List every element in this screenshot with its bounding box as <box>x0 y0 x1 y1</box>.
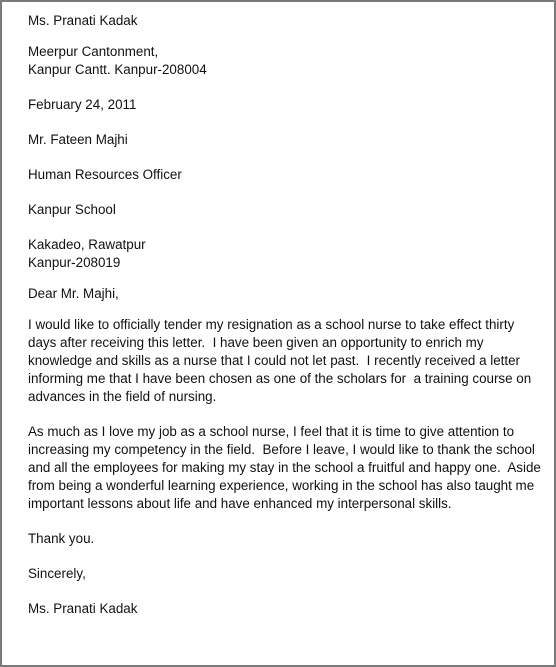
recipient-address-line2: Kanpur-208019 <box>28 255 121 270</box>
body-paragraph-1 <box>28 316 540 406</box>
paragraph-line: advances in the field of nursing. <box>28 389 217 404</box>
letter-date: February 24, 2011 <box>28 97 137 112</box>
recipient-organization: Kanpur School <box>28 202 116 217</box>
paragraph-line: and all the employees for making my stay in the school a fruitful and happy one. Aside <box>28 460 541 475</box>
closing-line: Sincerely, <box>28 566 86 581</box>
paragraph-line: I would like to officially tender my resignation as a school nurse to take effect thirty <box>28 317 515 332</box>
recipient-title: Human Resources Officer <box>28 167 182 182</box>
paragraph-line: important lessons about life and have enhanced my interpersonal skills. <box>28 496 452 511</box>
sender-address-line1: Meerpur Cantonment, <box>28 44 159 59</box>
body-paragraph-2 <box>28 423 540 513</box>
thanks-line: Thank you. <box>28 531 95 546</box>
signature-name: Ms. Pranati Kadak <box>28 601 138 616</box>
paragraph-line: days after receiving this letter. I have been given an opportunity to enrich my <box>28 335 484 350</box>
salutation: Dear Mr. Majhi, <box>28 286 119 301</box>
sender-address-line2: Kanpur Cantt. Kanpur-208004 <box>28 62 207 77</box>
recipient-address-line1: Kakadeo, Rawatpur <box>28 237 146 252</box>
paragraph-line: As much as I love my job as a school nurse, I feel that it is time to give attention to <box>28 424 515 439</box>
paragraph-line: from being a wonderful learning experience, working in the school has also taught me <box>28 478 535 493</box>
paragraph-line: informing me that I have been chosen as one of the scholars for a training course on <box>28 371 532 386</box>
paragraph-line: knowledge and skills as a nurse that I could not let past. I recently received a letter <box>28 353 521 368</box>
paragraph-line: increasing my competency in the field. Before I leave, I would like to thank the school <box>28 442 535 457</box>
sender-name: Ms. Pranati Kadak <box>28 13 138 28</box>
recipient-name: Mr. Fateen Majhi <box>28 132 128 147</box>
